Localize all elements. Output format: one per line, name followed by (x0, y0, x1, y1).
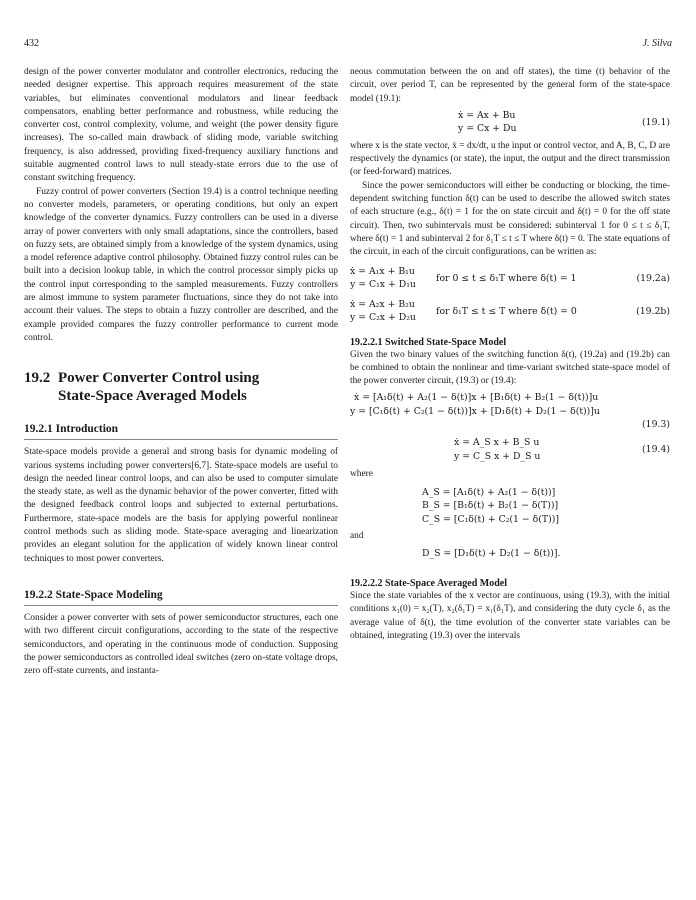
paragraph: Since the power semiconductors will either be conducting or blocking, the time-dependent switching function δ(t) can be used to describe the allowed switch states of each structure (e.g., δ(t) = 1 for the on state circuit and δ(t) = 0 for the off state circuit). Then, two subintervals must be considered: subinterval 1 for 0 ≤ t ≤ δ₁T, where δ(t) = 1 and subinterval 2 for δ₁T ≤ t ≤ T where δ(t) = 0. The state equations of the circuit, in each of the circuit configurations, can be written as: (350, 180, 670, 258)
equation-19-3: ẋ = [A₁δ(t) + A₂(1 − δ(t)]x + [B₁δ(t) + B₂(1 − δ(t))]u y = [C₁δ(t) + C₂(1 − δ(t))]x + [D₁δ(t) + D₂(1 − δ(t))]u (19.3) (350, 392, 670, 431)
paragraph: Fuzzy control of power converters (Section 19.4) is a control technique needing no converter models, parameters, or operating conditions, but only an expert knowledge of the converter dynamics. Fuzzy controllers can be used in a diverse array of power converters with only small adaptations, since the controllers, based on fuzzy sets, are obtained simply from a knowledge of the system dynamics, using a model reference adaptive control philosophy. Obtained fuzzy control rules can be built into a decision lookup table, in which the control processor simply picks up the control input corresponding to the sampled measurements. Fuzzy controllers are almost immune to system parameter fluctuations, since they do not take into account their values. The steps to obtain a fuzzy controller are described, and the example provided compares the fuzzy controller performance to current mode control. (24, 186, 338, 343)
left-column (24, 66, 338, 678)
subsubsection-heading: 19.2.2.1 Switched State-Space Model (350, 336, 507, 348)
equation-19-2b: ẋ = A₂x + B₂u y = C₂x + D₂u for δ₁T ≤ t ≤ T where δ(t) = 0 (19.2b) (350, 298, 670, 324)
paragraph: Since the state variables of the x vector are continuous, using (19.3), with the initial conditions x₁(0) = x₂(T), x₂(δ₁T) = x₁(δ₁T), and considering the duty cycle δ₁ as the average value of δ(t), the time evolution of the converter state variables can be obtained, integrating (19.3) over the intervals (350, 591, 670, 641)
paragraph: Consider a power converter with sets of power semiconductor structures, each one with two different circuit configurations, according to the state of the respective semiconductors, and operating in the continuous mode of conduction. Supposing the power semiconductors as controlled ideal switches (zero on-state voltage drops, zero off-state currents, and instanta- (24, 612, 338, 677)
right-column (350, 66, 670, 643)
equation-19-2a: ẋ = A₁x + B₁u y = C₁x + D₁u for 0 ≤ t ≤ δ₁T where δ(t) = 1 (19.2a) (350, 265, 670, 291)
paragraph: and (350, 530, 364, 541)
subsection-heading: 19.2.1 Introduction (24, 423, 119, 436)
divider (24, 439, 338, 440)
divider (24, 605, 338, 606)
section-heading: 19.2 Power Converter Control using State-Space Averaged Models (24, 370, 260, 405)
paragraph: where (350, 469, 373, 480)
equation-definitions: A_S = [A₁δ(t) + A₂(1 − δ(t))] B_S = [B₁δ(t) + B₂(1 − δ(T))] C_S = [C₁δ(t) + C₂(1 − δ(T))] (422, 486, 559, 525)
equation-definition-d: D_S = [D₁δ(t) + D₂(1 − δ(t))]. (422, 548, 561, 560)
paragraph: design of the power converter modulator and controller electronics, reducing the needed designer expertise. This approach requires measurement of the state variables, but eliminates conventional modulators and linear feedback compensators, enabling better performance and robustness, while reducing the converter cost, control complexity, volume, and weight (the power density figure increases). The so-called main drawback of sliding mode, variable switching frequency, is also addressed, providing fixed-frequency auxiliary functions and suitable augmented control laws to null steady-state errors due to the use of constant switching frequency. (24, 67, 338, 184)
paragraph: where x is the state vector, ẋ = dx/dt, u the input or control vector, and A, B, C, D are respectively the dynamics (or state), the input, the output and the direct transmission (or feed-forward) matrices. (350, 140, 670, 178)
paragraph: State-space models provide a general and strong basis for dynamic modeling of various systems including power converters[6,7]. State-space models are useful to design the needed linear control loops, and can also be used to computer simulate the steady state, as well as the dynamic behavior of the power converter, fitted with the designed feedback control loops and subjected to external perturbations. Furthermore, state-space models are the basis for applying powerful nonlinear control methods such as sliding mode. State-space averaging and linearization provides an elegant solution for the application of widely known linear control techniques to most power converters. (24, 447, 338, 564)
paragraph: neous commutation between the on and off states), the time (t) behavior of the circuit, over period T, can be represented by the general form of the state-space model (19.1): (350, 67, 670, 104)
running-head: J. Silva (642, 38, 672, 49)
page-number: 432 (24, 38, 39, 49)
equation-19-4: ẋ = A_S x + B_S u y = C_S x + D_S u (19.4) (454, 437, 670, 462)
paragraph: Given the two binary values of the switching function δ(t), (19.2a) and (19.2b) can be combined to obtain the nonlinear and time-variant switched state-space model of the power converter circuit, (19.3) or (19.4): (350, 349, 670, 387)
page-header (24, 38, 672, 52)
subsubsection-heading: 19.2.2.2 State-Space Averaged Model (350, 578, 508, 590)
equation-19-1: ẋ = Ax + Bu y = Cx + Du (19.1) (458, 109, 670, 135)
subsection-heading: 19.2.2 State-Space Modeling (24, 588, 163, 601)
